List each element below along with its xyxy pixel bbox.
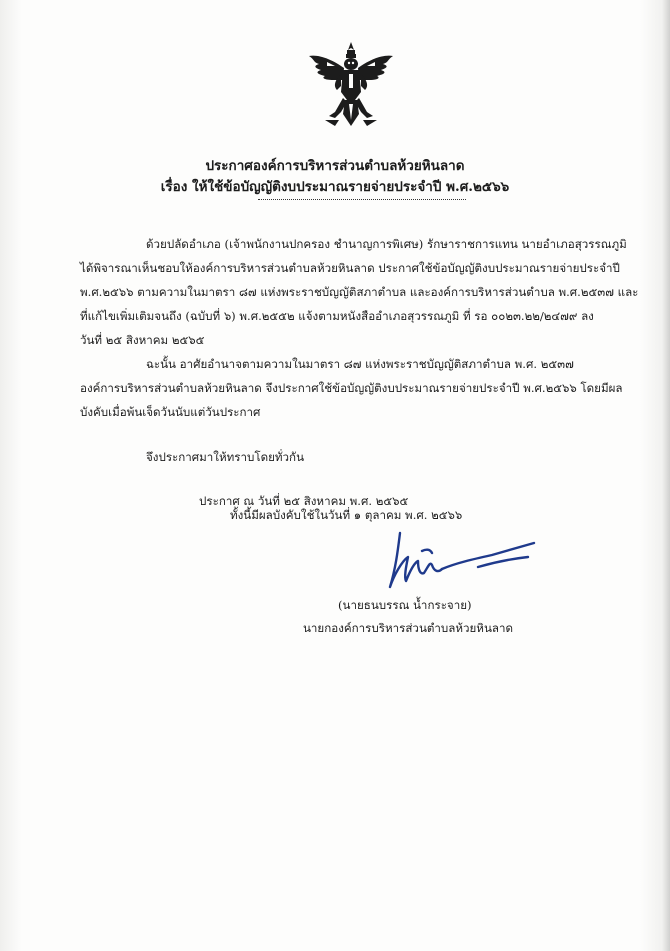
body-line-6: ฉะนั้น อาศัยอำนาจตามความในมาตรา ๘๗ แห่งพระราชบัญญัติสภาตำบล พ.ศ. ๒๕๓๗ bbox=[146, 357, 574, 371]
body-line-3: พ.ศ.๒๕๖๖ ตามความในมาตรา ๘๗ แห่งพระราชบัญญัติสภาตำบล และองค์การบริหารส่วนตำบล พ.ศ.๒๕๓๗ และ bbox=[80, 285, 639, 299]
title-divider bbox=[258, 199, 466, 200]
closing-announce: จึงประกาศมาให้ทราบโดยทั่วกัน bbox=[146, 450, 304, 464]
body-line-5: วันที่ ๒๕ สิงหาคม ๒๕๖๕ bbox=[80, 333, 205, 347]
signer-position: นายกองค์การบริหารส่วนตำบลห้วยหินลาด bbox=[303, 621, 514, 635]
signer-name: (นายธนบรรณ น้ำกระจาย) bbox=[338, 598, 472, 612]
effective-date: ทั้งนี้มีผลบังคับใช้ในวันที่ ๑ ตุลาคม พ.ศ. ๒๕๖๖ bbox=[230, 508, 463, 522]
body-line-7: องค์การบริหารส่วนตำบลห้วยหินลาด จึงประกาศใช้ข้อบัญญัติงบประมาณรายจ่ายประจำปี พ.ศ.๒๕๖๖ โดยมีผล bbox=[80, 381, 623, 395]
handwritten-signature bbox=[382, 527, 542, 595]
garuda-emblem-icon bbox=[305, 40, 397, 132]
page-edge-shadow bbox=[662, 0, 670, 951]
announcement-date: ประกาศ ณ วันที่ ๒๕ สิงหาคม พ.ศ. ๒๕๖๕ bbox=[199, 494, 409, 508]
body-line-8: บังคับเมื่อพ้นเจ็ดวันนับแต่วันประกาศ bbox=[80, 405, 261, 419]
body-line-1: ด้วยปลัดอำเภอ (เจ้าพนักงานปกครอง ชำนาญการพิเศษ) รักษาราชการแทน นายอำเภอสุวรรณภูมิ bbox=[146, 237, 627, 251]
announcement-subject: เรื่อง ให้ใช้ข้อบัญญัติงบประมาณรายจ่ายประจำปี พ.ศ.๒๕๖๖ bbox=[160, 179, 510, 195]
body-line-2: ได้พิจารณาเห็นชอบให้องค์การบริหารส่วนตำบลห้วยหินลาด ประกาศใช้ข้อบัญญัติงบประมาณรายจ่ายประจำปี bbox=[80, 261, 620, 275]
announcement-title: ประกาศองค์การบริหารส่วนตำบลห้วยหินลาด bbox=[205, 158, 465, 174]
body-line-4: ที่แก้ไขเพิ่มเติมจนถึง (ฉบับที่ ๖) พ.ศ.๒๕๕๒ แจ้งตามหนังสืออำเภอสุวรรณภูมิ ที่ รอ ๐๐๒๓.๒๒/๒๔๗๙ ลง bbox=[80, 309, 594, 323]
